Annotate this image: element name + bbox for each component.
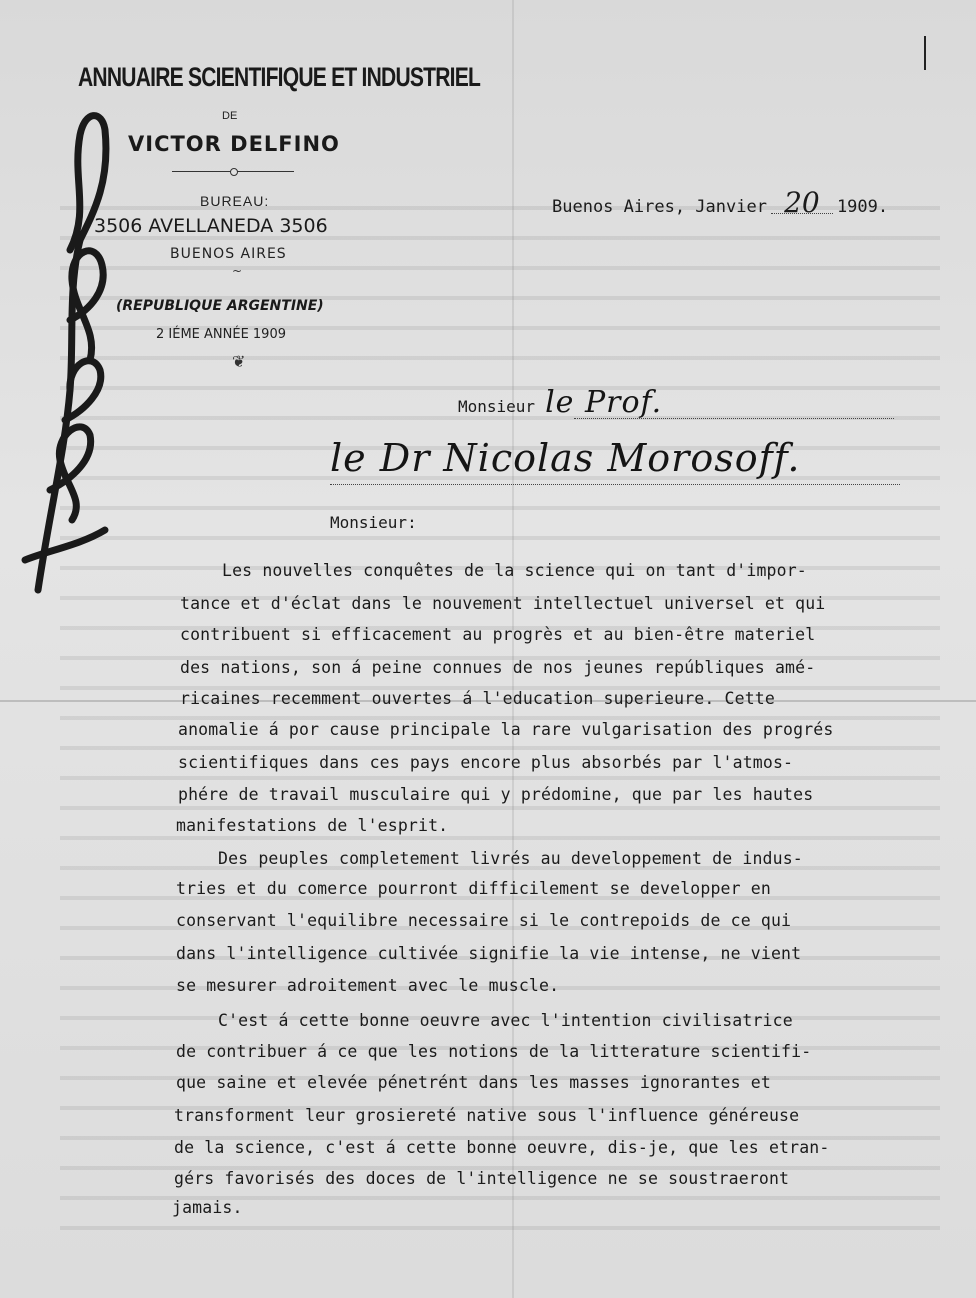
letterhead-bureau-label: BUREAU: (200, 193, 270, 209)
body-line: gérs favorisés des doces de l'intelligence ne se soustraeront (174, 1169, 790, 1188)
letterhead-title: ANNUAIRE SCIENTIFIQUE ET INDUSTRIEL (78, 62, 481, 92)
date-line (552, 186, 889, 219)
date-year: 1909. (836, 197, 889, 217)
letterhead-rule-dot (230, 168, 238, 176)
body-line: jamais. (172, 1198, 243, 1217)
ornament-icon: ❦ (232, 352, 246, 371)
body-line: Des peuples completement livrés au developpement de indus- (218, 849, 803, 868)
recipient-title: le Prof. (545, 385, 663, 420)
letterhead-address: 3506 AVELLANEDA 3506 (94, 215, 328, 237)
body-line: de la science, c'est á cette bonne oeuvre, dis-je, que les etran- (174, 1138, 830, 1157)
body-line: se mesurer adroitement avec le muscle. (176, 976, 560, 995)
letterhead-country: (REPUBLIQUE ARGENTINE) (116, 298, 324, 314)
letterhead-name: VICTOR DELFINO (128, 132, 340, 156)
body-line: de contribuer á ce que les notions de la litterature scientifi- (176, 1042, 812, 1061)
recipient-name: le Dr Nicolas Morosoff. (330, 436, 801, 480)
recipient-label: Monsieur (458, 397, 536, 416)
body-line: phére de travail musculaire qui y prédomine, que par les hautes (178, 785, 814, 804)
body-line: tance et d'éclat dans le nouvement intellectuel universel et qui (180, 594, 826, 613)
date-prefix: Buenos Aires, Janvier (552, 197, 767, 217)
body-line: ricaines recemment ouvertes á l'education superieure. Cette (180, 689, 775, 708)
recipient-title-rule (574, 418, 894, 419)
salutation: Monsieur: (330, 513, 417, 532)
body-line: Les nouvelles conquêtes de la science qui on tant d'impor- (222, 561, 807, 580)
body-line: manifestations de l'esprit. (176, 816, 449, 835)
body-line: C'est á cette bonne oeuvre avec l'intention civilisatrice (218, 1011, 793, 1030)
letterhead-tilde: ~ (232, 264, 243, 278)
body-line: anomalie á por cause principale la rare vulgarisation des progrés (178, 720, 834, 739)
recipient-name-rule (330, 484, 900, 485)
body-line: conservant l'equilibre necessaire si le contrepoids de ce qui (176, 911, 792, 930)
body-line: des nations, son á peine connues de nos jeunes repúbliques amé- (180, 658, 816, 677)
date-day: 20 (771, 193, 833, 214)
letterhead-de: DE (222, 110, 238, 122)
body-line: scientifiques dans ces pays encore plus absorbés par l'atmos- (178, 753, 794, 772)
letterhead (0, 0, 976, 371)
letterhead-city: BUENOS AIRES (170, 246, 287, 262)
margin-signature-icon (10, 90, 120, 610)
body-line: transforment leur grosiereté native sous l'influence généreuse (174, 1106, 800, 1125)
letterhead-year: 2 IÉME ANNÉE 1909 (156, 327, 286, 342)
body-line: que saine et elevée pénetrént dans les masses ignorantes et (176, 1073, 771, 1092)
body-line: contribuent si efficacement au progrès et au bien-être materiel (180, 625, 816, 644)
body-line: dans l'intelligence cultivée signifie la vie intense, ne vient (176, 944, 802, 963)
recipient-line (458, 385, 662, 420)
body-line: tries et du comerce pourront difficilement se developper en (176, 879, 771, 898)
